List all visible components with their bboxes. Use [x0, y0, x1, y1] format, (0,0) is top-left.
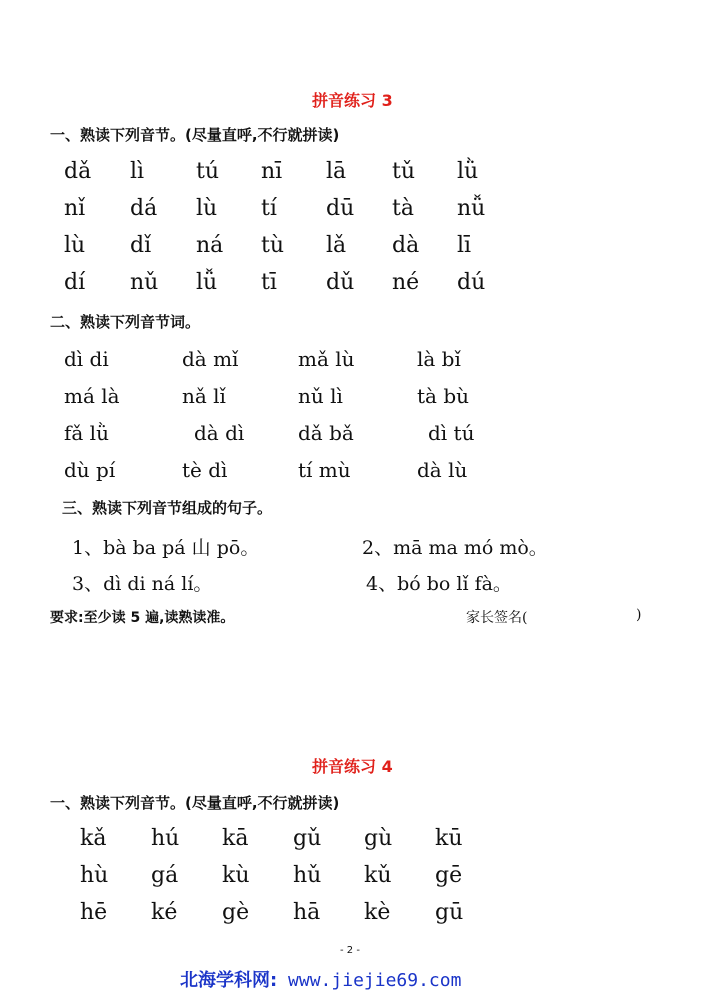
word-item: dù pí	[64, 458, 116, 482]
syllable: kā	[222, 826, 249, 851]
syllable: kù	[222, 863, 250, 888]
lesson3-section3-heading: 三、熟读下列音节组成的句子。	[62, 499, 273, 517]
syllable: tī	[261, 270, 277, 295]
parent-signature-close: )	[636, 607, 642, 623]
syllable: dū	[326, 196, 355, 221]
syllable: tù	[261, 233, 285, 258]
syllable: né	[392, 270, 420, 295]
syllable: kū	[435, 826, 463, 851]
syllable: lǜ	[457, 159, 479, 184]
syllable: dǐ	[130, 233, 152, 258]
syllable: kǔ	[364, 863, 392, 888]
syllable: lì	[130, 159, 145, 184]
word-item: mǎ lù	[298, 347, 355, 371]
syllable: hǔ	[293, 863, 322, 888]
syllable: tú	[196, 159, 220, 184]
syllable: lī	[457, 233, 472, 258]
word-item: dà dì	[194, 421, 245, 445]
syllable: nǚ	[457, 196, 486, 221]
sentence: 2、mā ma mó mò。	[362, 537, 548, 559]
syllable: lǎ	[326, 233, 347, 258]
syllable: kè	[364, 900, 391, 925]
lesson4-section1-heading: 一、熟读下列音节。(尽量直呼,不行就拼读)	[50, 794, 340, 812]
sentence: 3、dì di ná lí。	[72, 573, 213, 595]
syllable: lù	[64, 233, 86, 258]
syllable: dú	[457, 270, 486, 295]
syllable: nī	[261, 159, 283, 184]
word-item: dà lù	[417, 458, 468, 482]
word-item: nǎ lǐ	[182, 384, 226, 408]
syllable: dá	[130, 196, 158, 221]
syllable: lù	[196, 196, 218, 221]
syllable: gē	[435, 863, 463, 888]
syllable: kǎ	[80, 826, 107, 851]
footer-site-name: 北海学科网:	[180, 970, 278, 991]
word-item: nǔ lì	[298, 384, 343, 408]
syllable: nǐ	[64, 196, 86, 221]
sentence: 1、bà ba pá 山 pō。	[72, 537, 260, 559]
word-item: dì tú	[428, 421, 475, 445]
word-item: tè dì	[182, 458, 228, 482]
syllable: gǔ	[293, 826, 322, 851]
syllable: gá	[151, 863, 179, 888]
syllable: hú	[151, 826, 180, 851]
syllable: ké	[151, 900, 178, 925]
syllable: gù	[364, 826, 393, 851]
syllable: lǚ	[196, 270, 218, 295]
lesson3-title: 拼音练习 3	[312, 91, 393, 110]
syllable: dà	[392, 233, 420, 258]
lesson4-title: 拼音练习 4	[312, 757, 393, 776]
footer-watermark	[180, 966, 461, 992]
word-item: dà mǐ	[182, 347, 239, 371]
word-item: tí mù	[298, 458, 351, 482]
syllable: lā	[326, 159, 347, 184]
word-item: dì di	[64, 347, 109, 371]
lesson3-section1-heading: 一、熟读下列音节。(尽量直呼,不行就拼读)	[50, 126, 340, 144]
page-number: - 2 -	[340, 945, 360, 956]
syllable: dǎ	[64, 159, 92, 184]
lesson3-section2-heading: 二、熟读下列音节词。	[50, 313, 201, 331]
syllable: tí	[261, 196, 277, 221]
footer-url[interactable]: www.jiejie69.com	[288, 970, 462, 991]
word-item: tà bù	[417, 384, 470, 408]
parent-signature-label: 家长签名(	[466, 610, 528, 626]
syllable: gè	[222, 900, 250, 925]
syllable: tà	[392, 196, 414, 221]
syllable: hā	[293, 900, 321, 925]
syllable: ná	[196, 233, 224, 258]
word-item: là bǐ	[417, 347, 461, 371]
word-item: má là	[64, 384, 120, 408]
syllable: dǔ	[326, 270, 355, 295]
syllable: tǔ	[392, 159, 416, 184]
syllable: dí	[64, 270, 86, 295]
syllable: hē	[80, 900, 108, 925]
syllable: nǔ	[130, 270, 159, 295]
syllable: gū	[435, 900, 464, 925]
sentence: 4、bó bo lǐ fà。	[366, 573, 512, 595]
word-item: fǎ lǜ	[64, 421, 109, 445]
word-item: dǎ bǎ	[298, 421, 354, 445]
requirement-note: 要求:至少读 5 遍,读熟读准。	[50, 610, 235, 626]
syllable: hù	[80, 863, 109, 888]
